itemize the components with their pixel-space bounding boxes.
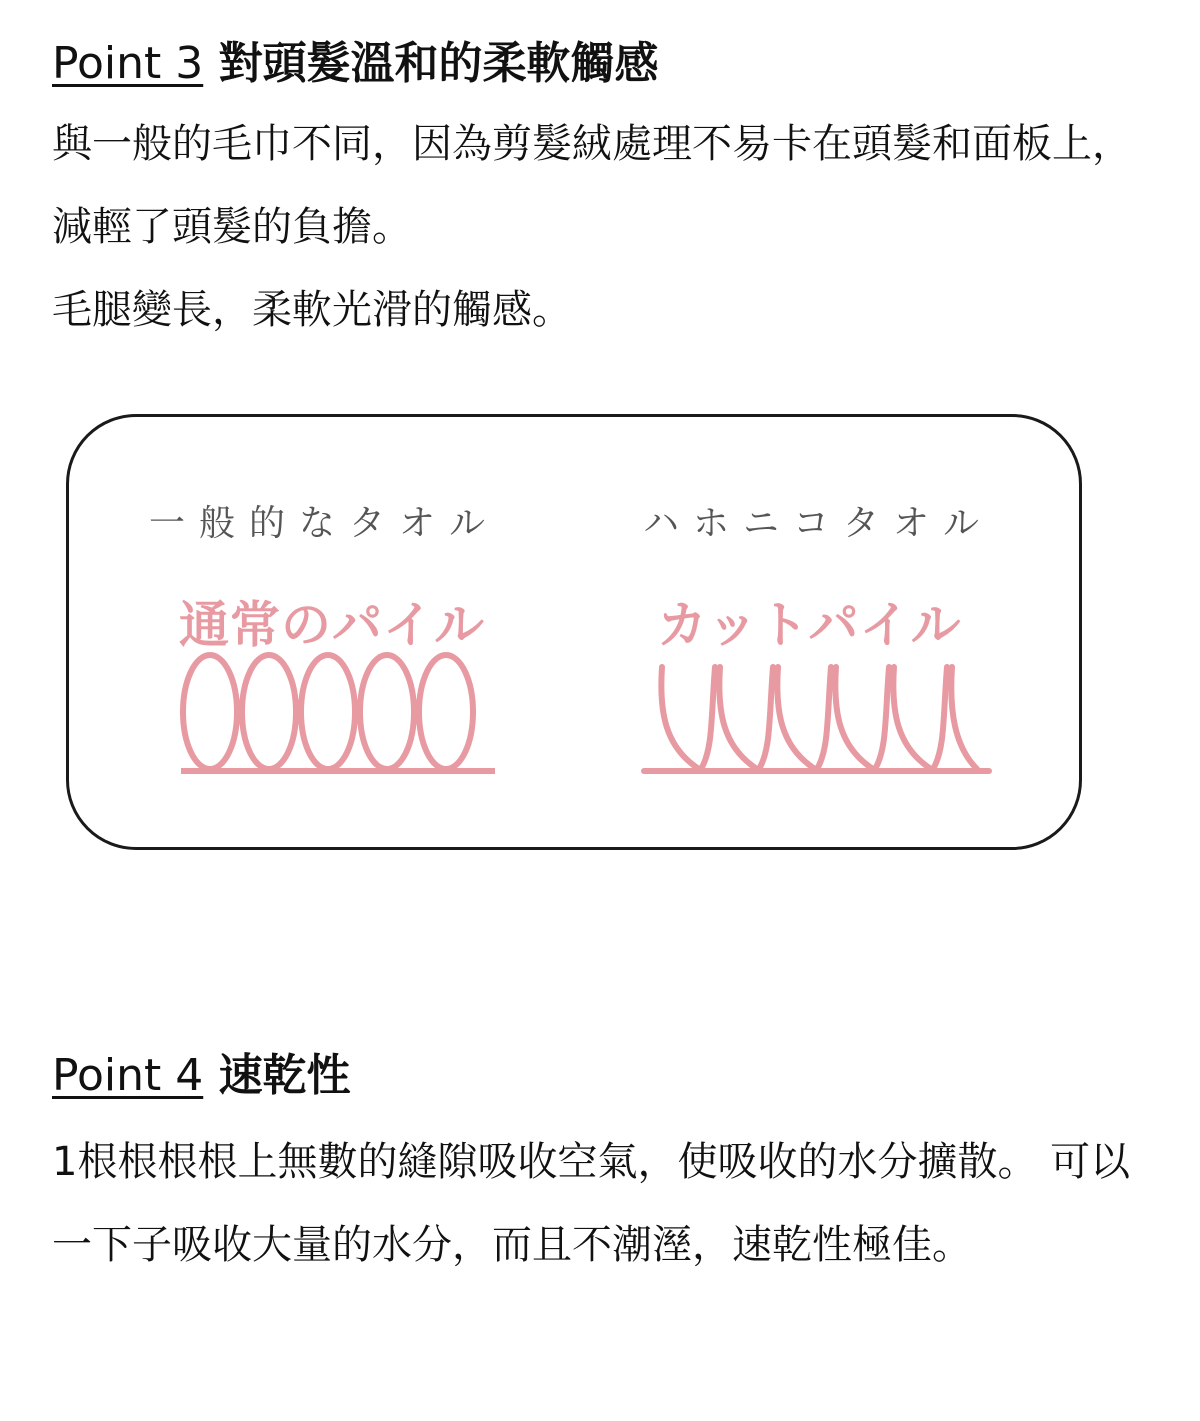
loop-pile-loop — [301, 655, 355, 769]
point-4-heading — [52, 1050, 1160, 1103]
loop-pile-loop — [183, 655, 237, 769]
point-3-title: 對頭髮溫和的柔軟觸感 — [218, 38, 659, 89]
point-3-paragraph: 毛腿變長，柔軟光滑的觸感。 — [52, 286, 572, 333]
cut-pile-strand — [835, 667, 873, 769]
cut-pile-strand — [933, 667, 947, 769]
loop-pile-loop — [419, 655, 473, 769]
cut-pile-strand — [719, 667, 757, 769]
regular-towel-heading: 一般的なタオル — [149, 503, 500, 544]
loop-pile-loop — [242, 655, 296, 769]
cut-pile-strand — [777, 667, 815, 769]
cut-pile-strand — [759, 667, 773, 769]
cut-pile-strand — [875, 667, 889, 769]
loop-pile-label: 通常のパイル — [179, 596, 485, 654]
cut-pile-strand — [661, 667, 699, 769]
pile-comparison-diagram — [66, 414, 1082, 850]
cut-pile-strand — [951, 667, 977, 769]
point-3-heading — [52, 38, 1160, 91]
loop-pile-loop — [360, 655, 414, 769]
point-3-paragraph: 與一般的毛巾不同，因為剪髮絨處理不易卡在頭髮和面板上，減輕了頭髮的負擔。 — [52, 120, 1132, 250]
cut-pile-strand — [701, 667, 715, 769]
point-3-section — [52, 38, 1160, 352]
point-4-body — [52, 1121, 1160, 1287]
point-4-title: 速乾性 — [218, 1050, 351, 1101]
cut-pile-strand — [893, 667, 931, 769]
point-3-label: Point 3 — [52, 38, 204, 89]
cut-pile-icon — [644, 667, 989, 771]
loop-pile-icon — [181, 655, 495, 771]
point-4-label: Point 4 — [52, 1050, 204, 1101]
hahonico-towel-heading: ハホニコタオル — [643, 503, 994, 544]
point-4-section — [52, 1050, 1160, 1287]
point-3-body — [52, 103, 1160, 352]
point-4-paragraph: 1根根根根上無數的縫隙吸收空氣，使吸收的水分擴散。 可以一下子吸收大量的水分，而且不潮溼，速乾性極佳。 — [52, 1138, 1131, 1268]
cut-pile-strand — [817, 667, 831, 769]
cut-pile-label: カットパイル — [657, 596, 962, 654]
